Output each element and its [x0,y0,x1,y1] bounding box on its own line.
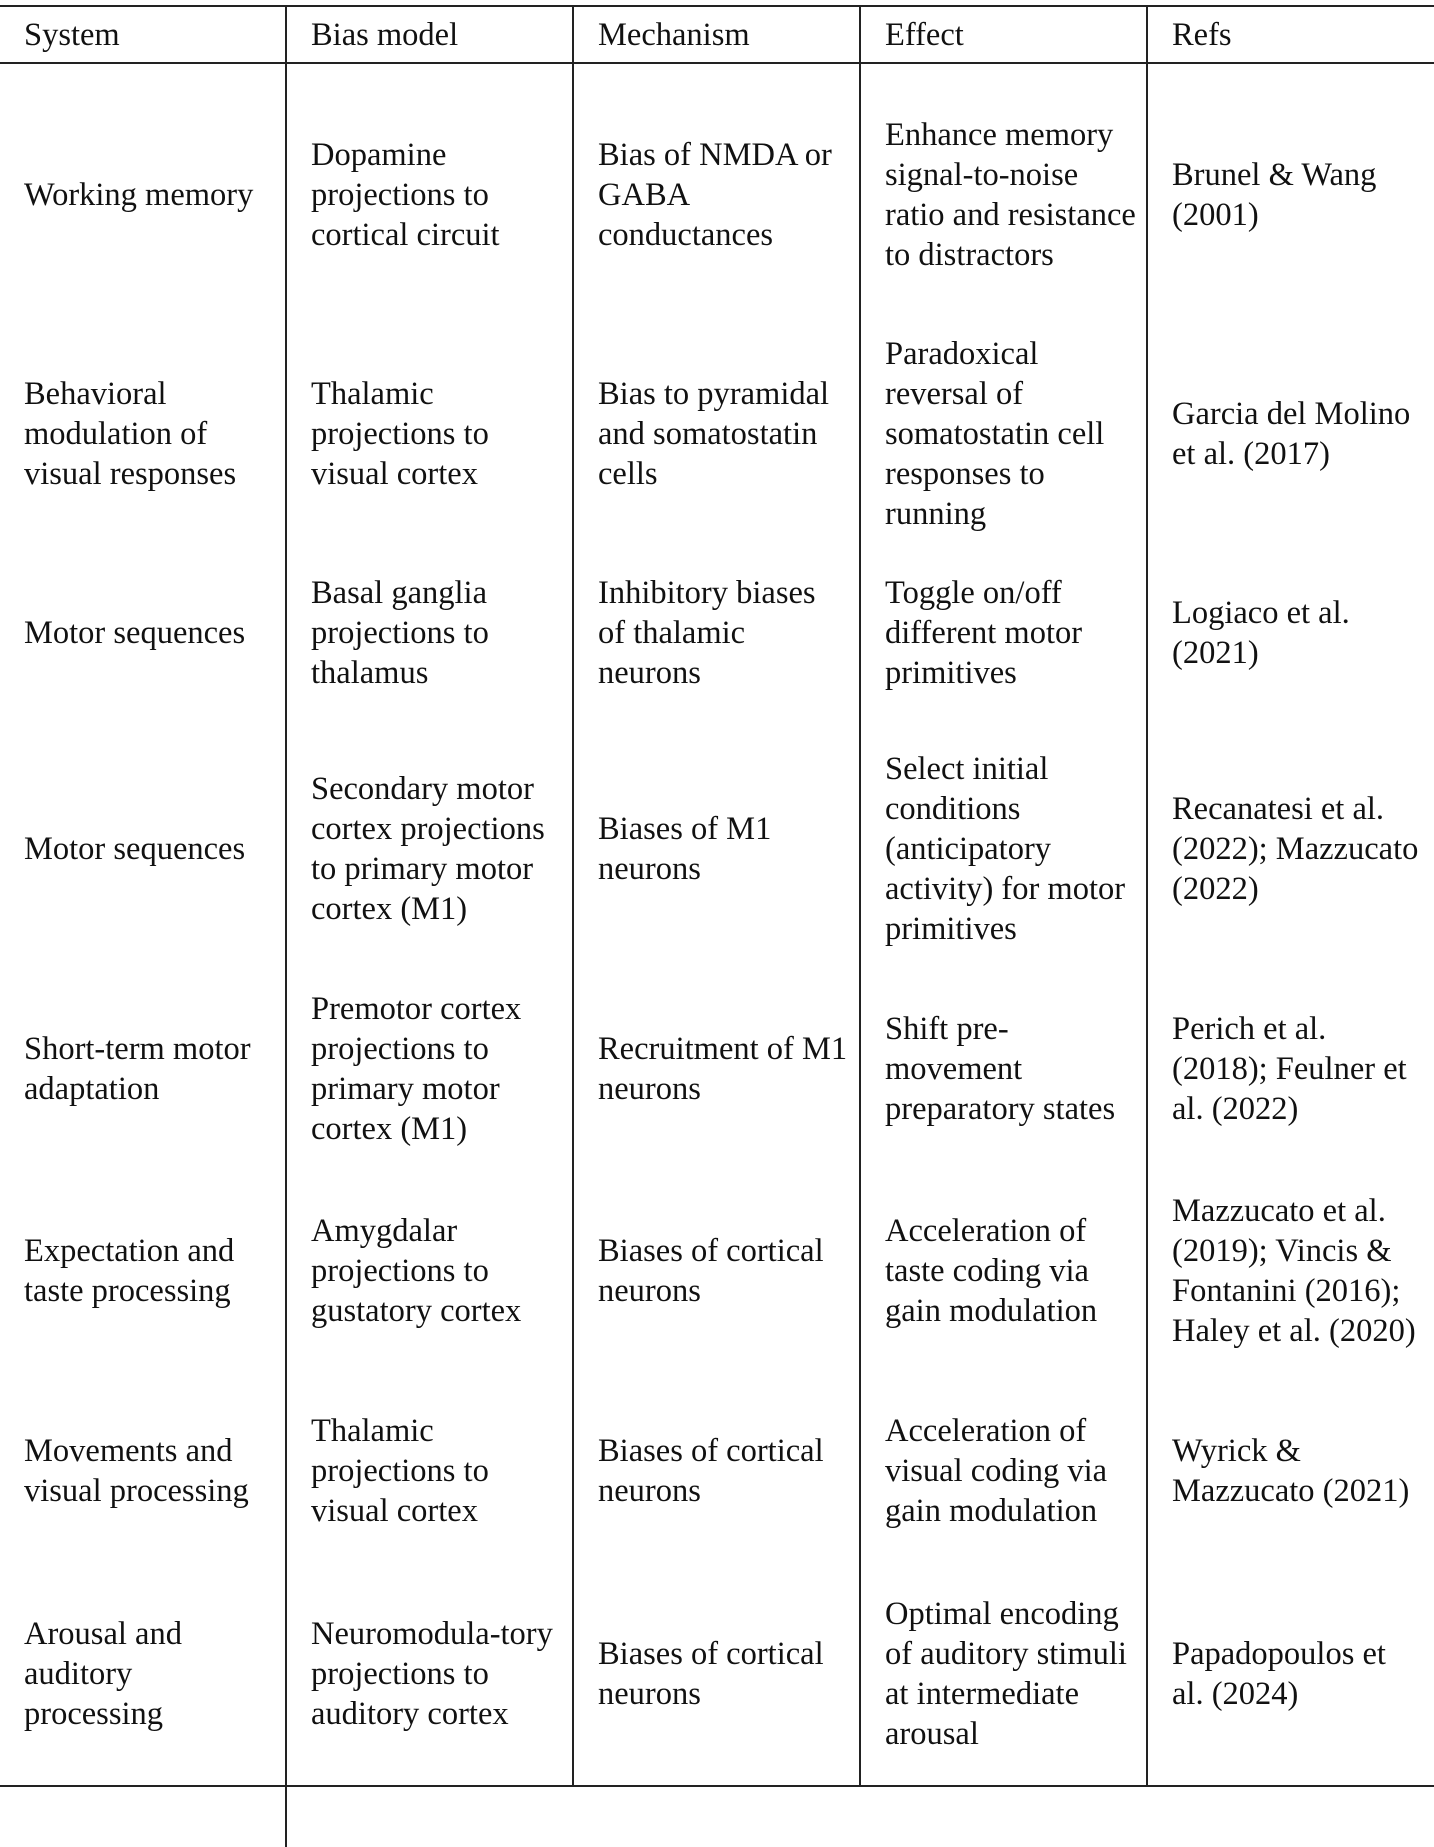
cell-bias-model: Amygdalar projections to gustatory cortex [286,1163,573,1379]
empty-cell [0,1786,286,1847]
cell-bias-model: Basal ganglia projections to thalamus [286,542,573,723]
cell-mechanism: Biases of cortical neurons [573,1563,860,1786]
empty-cell [860,1786,1147,1847]
cell-system: Short-term motor adaptation [24,1031,251,1107]
cell-system: Behavioral modulation of visual responses [24,375,237,492]
cell-refs: Brunel & Wang (2001) [1147,63,1434,325]
cell-refs: Logiaco et al. (2021) [1147,542,1434,723]
cell-bias-model: Premotor cortex projections to primary motor cortex (M1) [286,975,573,1163]
header-mechanism: Mechanism [573,6,860,63]
cell-mechanism: Biases of M1 neurons [573,723,860,975]
cell-effect: Paradoxical reversal of somatostatin cell responses to running [860,325,1147,542]
cell-mechanism: Bias to pyramidal and somatostatin cells [573,325,860,542]
cell-effect: Optimal encoding of auditory stimuli at intermediate arousal [860,1563,1147,1786]
empty-cell [573,1786,860,1847]
empty-cell [1147,1786,1434,1847]
cell-effect: Shift pre-movement preparatory states [860,975,1147,1163]
cell-mechanism: Bias of NMDA or GABA conductances [573,63,860,325]
header-effect: Effect [860,6,1147,63]
table-row [0,1379,1434,1563]
header-row [0,6,1434,63]
table-row [0,542,1434,723]
cell-bias-model: Thalamic projections to visual cortex [286,1379,573,1563]
cell-effect: Enhance memory signal-to-noise ratio and resistance to distractors [860,63,1147,325]
table-row [0,1163,1434,1379]
table-header [0,6,1434,63]
cell-effect: Select initial conditions (anticipatory activity) for motor primitives [860,723,1147,975]
cell-refs: Wyrick & Mazzucato (2021) [1147,1379,1434,1563]
table-row [0,723,1434,975]
empty-cell [286,1786,573,1847]
cell-mechanism: Inhibitory biases of thalamic neurons [573,542,860,723]
cell-system: Motor sequences [24,831,246,867]
table-row [0,975,1434,1163]
cell-mechanism: Biases of cortical neurons [573,1163,860,1379]
cell-system: Expectation and taste processing [24,1233,235,1309]
table-row [0,1563,1434,1786]
header-refs: Refs [1147,6,1434,63]
cell-refs: Papadopoulos et al. (2024) [1147,1563,1434,1786]
cell-effect: Toggle on/off different motor primitives [860,542,1147,723]
table-continuation-row [0,1786,1434,1847]
cell-system: Working memory [24,176,254,213]
cell-system: Motor sequences [24,614,246,651]
cell-bias-model: Thalamic projections to visual cortex [286,325,573,542]
cell-refs: Mazzucato et al. (2019); Vincis & Fontanini (2016); Haley et al. (2020) [1147,1163,1434,1379]
cell-mechanism: Biases of cortical neurons [573,1379,860,1563]
header-system: System [0,6,286,63]
cell-system: Movements and visual processing [24,1433,249,1509]
cell-bias-model: Neuromodula-tory projections to auditory cortex [286,1563,573,1786]
header-bias-model: Bias model [286,6,573,63]
cell-mechanism: Recruitment of M1 neurons [573,975,860,1163]
cell-refs: Garcia del Molino et al. (2017) [1147,325,1434,542]
cell-bias-model: Dopamine projections to cortical circuit [286,63,573,325]
cell-effect: Acceleration of visual coding via gain modulation [860,1379,1147,1563]
cell-refs: Perich et al. (2018); Feulner et al. (2022) [1147,975,1434,1163]
table-body [0,63,1434,1847]
table-row [0,63,1434,325]
cell-effect: Acceleration of taste coding via gain modulation [860,1163,1147,1379]
cell-refs: Recanatesi et al. (2022); Mazzucato (2022) [1147,723,1434,975]
table-row [0,325,1434,542]
bias-models-table [0,5,1434,1847]
cell-system: Arousal and auditory processing [0,1563,286,1786]
cell-bias-model: Secondary motor cortex projections to primary motor cortex (M1) [286,723,573,975]
